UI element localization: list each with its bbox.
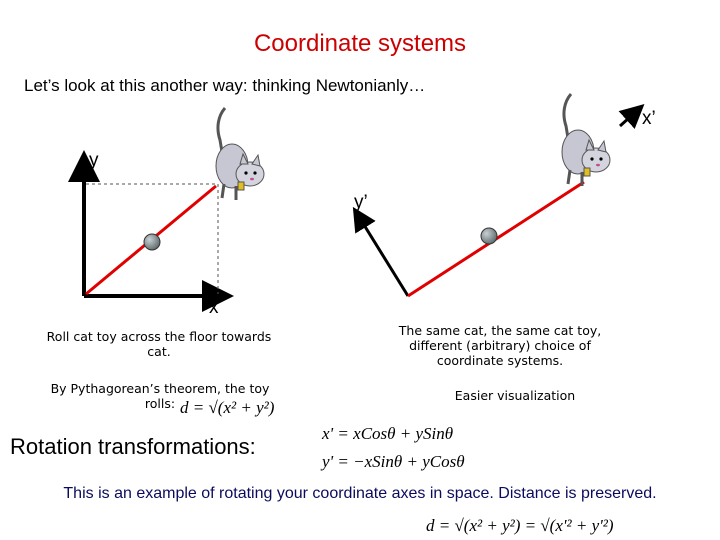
left-x-label: x: [209, 297, 219, 318]
y-prime-equation: y' = −xSinθ + yCosθ: [322, 452, 465, 471]
left-caption-2: By Pythagorean’s theorem, the toy rolls:: [50, 381, 270, 411]
left-diagram: [84, 108, 264, 296]
right-caption-1: The same cat, the same cat toy, different (arbitrary) choice of coordinate systems.: [398, 323, 602, 368]
cat-icon: [216, 108, 264, 200]
page-title: Coordinate systems: [253, 30, 467, 57]
distance-preserved-equation: d = √(x² + y²) = √(x'² + y'²): [426, 516, 614, 535]
bottom-statement: This is an example of rotating your coordinate axes in space. Distance is preserved.: [63, 485, 657, 502]
right-x-label: x’: [642, 108, 656, 129]
left-y-label: y: [89, 150, 99, 171]
right-diagram: [356, 94, 640, 296]
ball-icon: [481, 228, 497, 244]
right-caption-2: Easier visualization: [454, 388, 576, 403]
ball-icon: [144, 234, 160, 250]
right-y-axis: [356, 212, 408, 296]
distance-equation: d = √(x² + y²): [180, 398, 275, 417]
left-caption-1: Roll cat toy across the floor towards cat.: [46, 329, 272, 359]
cat-icon: [562, 94, 610, 186]
subtitle: Let’s look at this another way: thinking Newtonianly…: [24, 76, 426, 95]
right-x-axis-arrow: [620, 108, 640, 126]
x-prime-equation: x' = xCosθ + ySinθ: [322, 424, 454, 443]
right-y-label: y’: [354, 192, 368, 213]
rotation-heading: Rotation transformations:: [10, 434, 256, 459]
